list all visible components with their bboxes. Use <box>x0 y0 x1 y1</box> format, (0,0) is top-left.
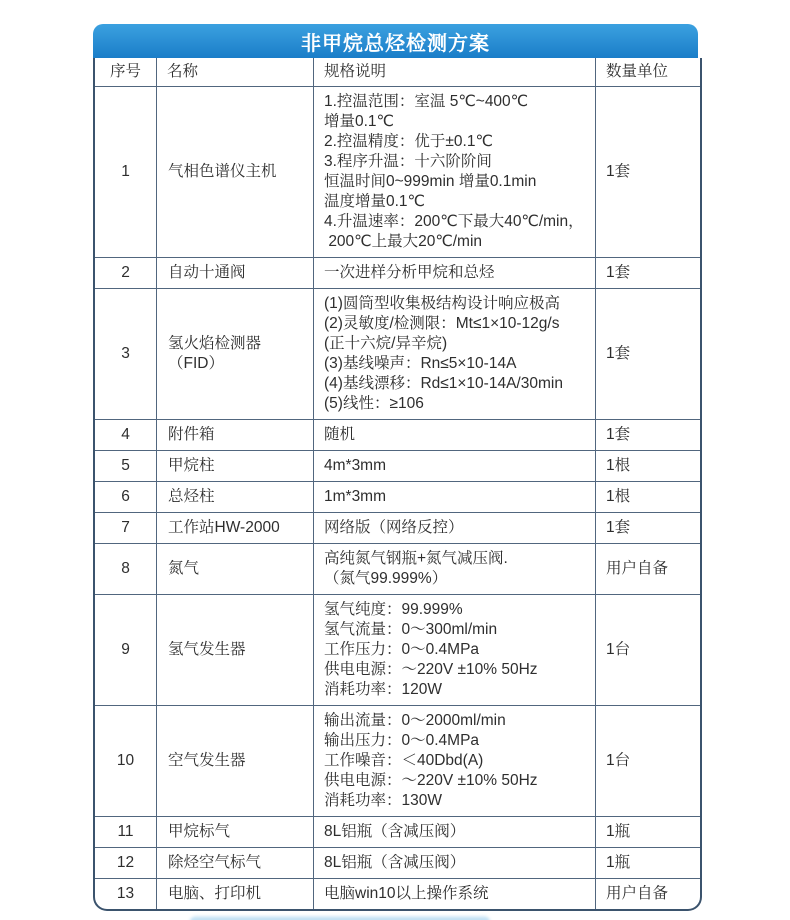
item-quantity: 1套 <box>596 258 700 289</box>
row-number: 9 <box>95 595 157 706</box>
table-row <box>95 451 700 482</box>
item-quantity: 1根 <box>596 451 700 482</box>
item-spec: 高纯氮气钢瓶+氮气减压阀. （氮气99.999%） <box>314 544 596 595</box>
item-name: 附件箱 <box>157 420 314 451</box>
item-spec: 一次进样分析甲烷和总烃 <box>314 258 596 289</box>
row-number: 1 <box>95 87 157 258</box>
item-spec: 4m*3mm <box>314 451 596 482</box>
item-quantity: 1瓶 <box>596 848 700 879</box>
table-header-row <box>95 58 700 87</box>
item-name: 氢火焰检测器（FID） <box>157 289 314 420</box>
item-spec: 电脑win10以上操作系统 <box>314 879 596 909</box>
item-spec: 8L铝瓶（含减压阀） <box>314 848 596 879</box>
item-quantity: 用户自备 <box>606 885 669 902</box>
row-number: 6 <box>95 482 157 513</box>
table-row <box>95 595 700 706</box>
table-row <box>95 544 700 595</box>
table-row <box>95 817 700 848</box>
item-quantity: 1台 <box>596 595 700 706</box>
table-row <box>95 258 700 289</box>
table-row <box>95 879 700 909</box>
table-row <box>95 848 700 879</box>
row-number: 13 <box>95 879 157 909</box>
item-spec: 输出流量：0～2000ml/min 输出压力：0～0.4MPa 工作噪音：＜40Dbd(A) 供电电源：～220V ±10% 50Hz 消耗功率：130W <box>314 706 596 817</box>
spec-table-body <box>95 87 700 909</box>
item-quantity: 1套 <box>596 513 700 544</box>
column-header-qty: 数量单位 <box>596 58 700 87</box>
item-spec: 随机 <box>314 420 596 451</box>
table-row <box>95 289 700 420</box>
item-spec: 1.控温范围：室温 5℃~400℃ 增量0.1℃ 2.控温精度：优于±0.1℃ 3.程序升温：十六阶阶间 恒温时间0~999min 增量0.1min 温度增量0.1℃ 4.升温速率：200℃下最大40℃/min， 200℃上最大20℃/min <box>314 87 596 258</box>
row-number: 7 <box>95 513 157 544</box>
item-name: 电脑、打印机 <box>157 879 314 909</box>
item-quantity: 1套 <box>596 420 700 451</box>
item-name: 自动十通阀 <box>157 258 314 289</box>
item-name: 氢气发生器 <box>157 595 314 706</box>
next-section-cutoff-edge <box>190 916 490 920</box>
item-quantity: 用户自备 <box>596 544 700 595</box>
item-spec: 氢气纯度：99.999% 氢气流量：0～300ml/min 工作压力：0～0.4MPa 供电电源：～220V ±10% 50Hz 消耗功率：120W <box>314 595 596 706</box>
row-number: 2 <box>95 258 157 289</box>
item-spec: 网络版（网络反控） <box>314 513 596 544</box>
item-quantity: 1根 <box>596 482 700 513</box>
item-name: 工作站HW-2000 <box>157 513 314 544</box>
item-name: 甲烷标气 <box>157 817 314 848</box>
table-row <box>95 420 700 451</box>
row-number: 10 <box>95 706 157 817</box>
spec-table <box>93 58 702 911</box>
row-number: 12 <box>95 848 157 879</box>
item-name: 空气发生器 <box>157 706 314 817</box>
item-quantity: 1套 <box>596 289 700 420</box>
row-number: 11 <box>95 817 157 848</box>
item-spec: (1)圆筒型收集极结构设计响应极高 (2)灵敏度/检测限：Mt≤1×10-12g/s (正十六烷/异辛烷) (3)基线噪声：Rn≤5×10-14A (4)基线漂移：Rd≤1×10-14A/30min (5)线性：≥106 <box>314 289 596 420</box>
row-number: 4 <box>95 420 157 451</box>
column-header-name: 名称 <box>157 58 314 87</box>
item-name: 除烃空气标气 <box>157 848 314 879</box>
item-name: 气相色谱仪主机 <box>157 87 314 258</box>
item-name: 总烃柱 <box>157 482 314 513</box>
table-row <box>95 482 700 513</box>
item-spec: 8L铝瓶（含减压阀） <box>314 817 596 848</box>
detection-plan-sheet <box>93 24 698 911</box>
item-spec: 1m*3mm <box>314 482 596 513</box>
table-row <box>95 706 700 817</box>
item-name: 甲烷柱 <box>157 451 314 482</box>
sheet-title: 非甲烷总烃检测方案 <box>301 32 490 55</box>
row-number: 5 <box>95 451 157 482</box>
table-row <box>95 513 700 544</box>
column-header-spec: 规格说明 <box>314 58 596 87</box>
item-quantity: 1瓶 <box>596 817 700 848</box>
row-number: 3 <box>95 289 157 420</box>
sheet-title-bar <box>93 24 698 58</box>
table-row <box>95 87 700 258</box>
row-number: 8 <box>95 544 157 595</box>
item-name: 氮气 <box>157 544 314 595</box>
item-quantity: 1台 <box>596 706 700 817</box>
item-quantity: 1套 <box>596 87 700 258</box>
column-header-no: 序号 <box>95 58 157 87</box>
